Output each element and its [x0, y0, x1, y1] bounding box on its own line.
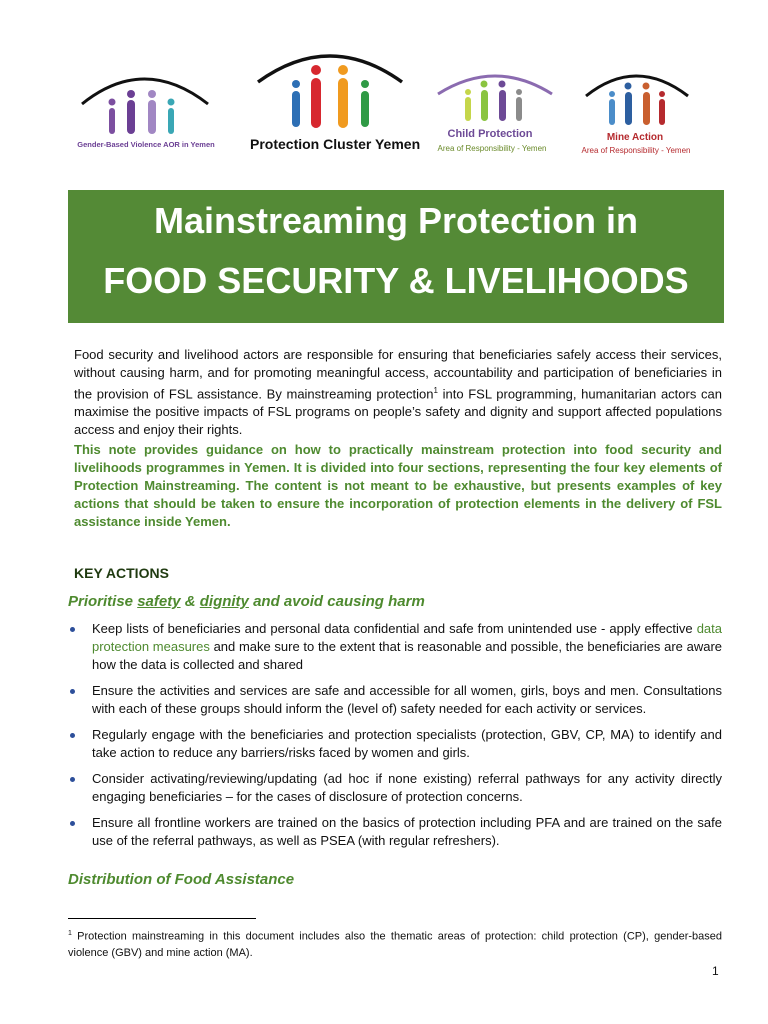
ma-logo-caption-2: Area of Responsibility - Yemen — [581, 146, 691, 155]
guidance-note-text: This note provides guidance on how to practically mainstream protection into food security and livelihoods programmes in Yemen. It is divided into four sections, representing the four key elements of Protection Mainstreaming. The content is not meant to be exhaustive, but presents examples of key actions that should be taken to ensure the incorporation of protection elements in the delivery of FSL assistance inside Yemen. — [74, 442, 722, 529]
footnote-ref[interactable]: 1 — [433, 386, 438, 395]
intro-paragraph — [74, 346, 722, 439]
footnote-text: Protection mainstreaming in this document includes also the thematic areas of protection: child protection (CP), gender-based violence (GBV) and mine action (MA). — [68, 930, 722, 959]
child-protection-aor-logo — [430, 66, 560, 166]
section1-amp: & — [180, 593, 200, 610]
cp-logo-caption-2: Area of Responsibility - Yemen — [437, 144, 547, 153]
logo-strip — [0, 40, 768, 170]
protection-cluster-yemen-logo — [250, 48, 421, 158]
bullet3-text: Regularly engage with the beneficiaries and protection specialists (protection, GBV, CP, MA) to identify and take action to reduce any barriers/risks faced by women and girls. — [92, 727, 722, 760]
bullet-icon — [70, 777, 75, 782]
bullet1-text-post: and make sure to the extent that is reasonable and possible, the beneficiaries are aware how the data is collected and shared — [92, 639, 722, 672]
intro-text-2: into FSL programming, humanitarian actors can maximise the positive impacts of FSL programs on people’s safety and dignity and support affected populations access and enjoy their rights. — [74, 386, 722, 438]
ma-logo-caption-1: Mine Action — [606, 132, 664, 143]
section1-post: and avoid causing harm — [248, 593, 425, 610]
bullet-icon — [70, 733, 75, 738]
section-heading-safety-dignity — [68, 593, 425, 610]
list-item — [68, 620, 722, 674]
key-actions-list — [68, 620, 722, 858]
footnote-divider — [68, 918, 256, 919]
list-item — [68, 770, 722, 806]
bullet-icon — [70, 689, 75, 694]
bullet-icon — [70, 821, 75, 826]
pcy-logo-caption: Protection Cluster Yemen — [250, 136, 421, 152]
bullet4-text: Consider activating/reviewing/updating (ad hoc if none existing) referral pathways for any activity directly engaging beneficiaries – for the cases of disclosure of protection concerns. — [92, 771, 722, 804]
title-line-1: Mainstreaming Protection in — [153, 200, 639, 241]
mine-action-aor-logo — [580, 66, 700, 166]
footnote — [68, 926, 722, 961]
bullet5-text: Ensure all frontline workers are trained on the basics of protection including PFA and are trained on the safe use of the referral pathways, as well as PSEA (with regular refreshers). — [92, 815, 722, 848]
section1-pre: Prioritise — [68, 593, 138, 610]
title-banner — [68, 190, 724, 323]
section-heading-distribution: Distribution of Food Assistance — [68, 871, 295, 888]
footnote-number: 1 — [68, 930, 72, 937]
gbv-aor-logo — [76, 68, 216, 158]
section1-dignity: dignity — [199, 593, 249, 610]
bullet2-text: Ensure the activities and services are safe and accessible for all women, girls, boys and men. Consultations with each of these groups should inform the (level of) safety needed for each activity or services. — [92, 683, 722, 716]
key-actions-heading: KEY ACTIONS — [74, 565, 169, 581]
list-item — [68, 682, 722, 718]
intro-text-1: Food security and livelihood actors are responsible for ensuring that beneficiaries safely access their services, without causing harm, and for promoting meaningful access, accountability and participation of beneficiaries in the provision of FSL assistance. By mainstreaming protection — [74, 347, 722, 402]
cp-logo-caption-1: Child Protection — [447, 128, 533, 140]
section1-safety: safety — [137, 593, 181, 610]
gbv-logo-caption: Gender-Based Violence AOR in Yemen — [77, 140, 215, 149]
bullet1-text-pre: Keep lists of beneficiaries and personal data confidential and safe from unintended use - apply effective — [92, 621, 697, 636]
bullet-icon — [70, 627, 75, 632]
title-line-2: FOOD SECURITY & LIVELIHOODS — [103, 260, 689, 301]
list-item — [68, 814, 722, 850]
guidance-note — [74, 441, 722, 531]
data-protection-highlight: data protection measures — [92, 621, 722, 654]
page-number: 1 — [712, 964, 719, 978]
list-item — [68, 726, 722, 762]
